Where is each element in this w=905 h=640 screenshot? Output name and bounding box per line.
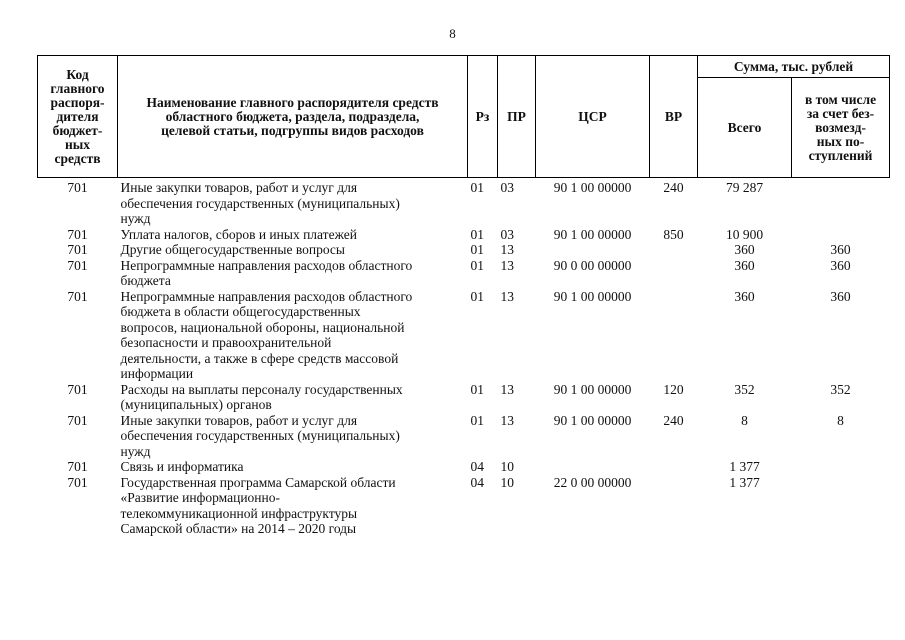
header-csr: ЦСР bbox=[536, 56, 650, 178]
row-pr: 13 bbox=[500, 412, 514, 428]
row-csr: 90 1 00 00000 bbox=[553, 412, 632, 428]
row-name bbox=[118, 382, 468, 413]
row-name-line: Иные закупки товаров, работ и услуг для bbox=[120, 412, 358, 428]
row-rz: 01 bbox=[470, 180, 484, 195]
row-csr: 22 0 00 00000 bbox=[553, 474, 632, 490]
row-name bbox=[118, 459, 468, 475]
row-name-line: информации bbox=[120, 366, 194, 381]
row-name-line: нужд bbox=[120, 211, 151, 226]
header-total: Всего bbox=[698, 78, 792, 178]
row-name-line: телекоммуникационной инфраструктуры bbox=[120, 505, 358, 521]
table-row bbox=[38, 382, 890, 413]
row-total: 8 bbox=[741, 412, 748, 428]
row-code: 701 bbox=[67, 226, 88, 242]
row-name-line: Связь и информатика bbox=[120, 459, 244, 474]
row-vr: 120 bbox=[663, 381, 684, 397]
row-free bbox=[792, 178, 890, 227]
row-rz: 01 bbox=[470, 288, 484, 304]
row-csr: 90 1 00 00000 bbox=[553, 226, 632, 242]
row-name bbox=[118, 242, 468, 258]
table-row bbox=[38, 289, 890, 382]
row-csr: 90 1 00 00000 bbox=[553, 288, 632, 304]
row-free: 352 bbox=[830, 381, 851, 397]
row-total: 360 bbox=[734, 242, 755, 257]
row-vr: 850 bbox=[663, 226, 684, 242]
row-pr: 03 bbox=[500, 226, 514, 242]
row-vr bbox=[650, 475, 698, 537]
row-vr: 240 bbox=[663, 180, 684, 195]
row-rz: 01 bbox=[470, 226, 484, 242]
row-code: 701 bbox=[67, 381, 88, 397]
row-name-line: Непрограммные направления расходов областного bbox=[120, 288, 413, 304]
row-name-line: Другие общегосударственные вопросы bbox=[120, 242, 345, 257]
header-free: в том числе за счет без- возмезд- ных по- ступлений bbox=[792, 78, 890, 178]
row-name bbox=[118, 289, 468, 382]
row-vr bbox=[650, 459, 698, 475]
header-sum: Сумма, тыс. рублей bbox=[698, 56, 890, 78]
row-total: 10 900 bbox=[725, 226, 764, 242]
row-total: 352 bbox=[734, 381, 755, 397]
row-vr bbox=[650, 242, 698, 258]
row-free: 8 bbox=[837, 412, 844, 428]
table-row bbox=[38, 459, 890, 475]
row-code: 701 bbox=[67, 459, 88, 474]
row-rz: 04 bbox=[470, 474, 484, 490]
row-pr: 13 bbox=[500, 381, 514, 397]
row-pr: 10 bbox=[500, 459, 514, 474]
row-name-line: Самарской области» на 2014 – 2020 годы bbox=[120, 521, 357, 536]
row-name-line: деятельности, а также в сфере средств массовой bbox=[120, 350, 399, 366]
row-total: 360 bbox=[734, 288, 755, 304]
table-body bbox=[38, 178, 890, 537]
table-row bbox=[38, 178, 890, 227]
row-free: 360 bbox=[830, 257, 851, 273]
row-pr: 10 bbox=[500, 474, 514, 490]
row-total: 1 377 bbox=[729, 459, 760, 474]
row-name-line: Непрограммные направления расходов областного bbox=[120, 257, 413, 273]
table-row bbox=[38, 242, 890, 258]
row-name bbox=[118, 413, 468, 460]
table-row bbox=[38, 413, 890, 460]
row-name-line: вопросов, национальной обороны, национальной bbox=[120, 319, 405, 335]
row-name bbox=[118, 475, 468, 537]
row-code: 701 bbox=[67, 257, 88, 273]
row-rz: 01 bbox=[470, 242, 484, 257]
row-vr bbox=[650, 289, 698, 382]
row-name bbox=[118, 258, 468, 289]
row-name-line: (муниципальных) органов bbox=[120, 397, 272, 412]
header-pr: ПР bbox=[498, 56, 536, 178]
row-free bbox=[792, 475, 890, 537]
budget-table bbox=[37, 55, 890, 537]
row-csr bbox=[536, 459, 650, 475]
row-code: 701 bbox=[67, 180, 88, 195]
header-rz: Рз bbox=[468, 56, 498, 178]
row-name-line: бюджета в области общегосударственных bbox=[120, 304, 361, 319]
row-code: 701 bbox=[67, 412, 88, 428]
row-rz: 01 bbox=[470, 257, 484, 273]
row-name-line: «Развитие информационно- bbox=[120, 490, 281, 505]
row-name-line: безопасности и правоохранительной bbox=[120, 335, 332, 350]
row-rz: 01 bbox=[470, 412, 484, 428]
row-name-line: нужд bbox=[120, 443, 151, 459]
row-pr: 03 bbox=[500, 180, 514, 195]
row-total: 79 287 bbox=[725, 180, 764, 195]
row-rz: 04 bbox=[470, 459, 484, 474]
row-free: 360 bbox=[830, 288, 851, 304]
row-name-line: Расходы на выплаты персоналу государственных bbox=[120, 381, 403, 397]
row-csr: 90 0 00 00000 bbox=[553, 257, 632, 273]
row-code: 701 bbox=[67, 474, 88, 490]
row-name-line: обеспечения государственных (муниципальных) bbox=[120, 195, 400, 211]
table-row bbox=[38, 475, 890, 537]
row-pr: 13 bbox=[500, 242, 514, 257]
table-row bbox=[38, 227, 890, 243]
row-total: 360 bbox=[734, 257, 755, 273]
row-code: 701 bbox=[67, 288, 88, 304]
row-name-line: обеспечения государственных (муниципальных) bbox=[120, 428, 400, 443]
row-free: 360 bbox=[830, 242, 851, 257]
header-code: Код главного распоря- дителя бюджет- ных средств bbox=[38, 56, 118, 178]
table-header bbox=[38, 56, 890, 178]
row-name-line: Государственная программа Самарской области bbox=[120, 474, 396, 490]
row-name bbox=[118, 178, 468, 227]
row-vr bbox=[650, 258, 698, 289]
row-code: 701 bbox=[67, 242, 88, 257]
row-total: 1 377 bbox=[729, 474, 760, 490]
row-csr: 90 1 00 00000 bbox=[553, 180, 632, 195]
row-pr: 13 bbox=[500, 288, 514, 304]
row-csr: 90 1 00 00000 bbox=[553, 381, 632, 397]
row-rz: 01 bbox=[470, 381, 484, 397]
header-name: Наименование главного распорядителя средств областного бюджета, раздела, подраздела, целевой статьи, подгруппы видов расходов bbox=[118, 56, 468, 178]
header-vr: ВР bbox=[650, 56, 698, 178]
page-number: 8 bbox=[449, 26, 456, 41]
row-vr: 240 bbox=[663, 412, 684, 428]
row-name bbox=[118, 227, 468, 243]
row-free bbox=[792, 459, 890, 475]
row-name-line: Уплата налогов, сборов и иных платежей bbox=[120, 226, 357, 242]
row-csr bbox=[536, 242, 650, 258]
row-name-line: бюджета bbox=[120, 273, 171, 288]
row-pr: 13 bbox=[500, 257, 514, 273]
row-free bbox=[792, 227, 890, 243]
table-row bbox=[38, 258, 890, 289]
row-name-line: Иные закупки товаров, работ и услуг для bbox=[120, 180, 358, 195]
